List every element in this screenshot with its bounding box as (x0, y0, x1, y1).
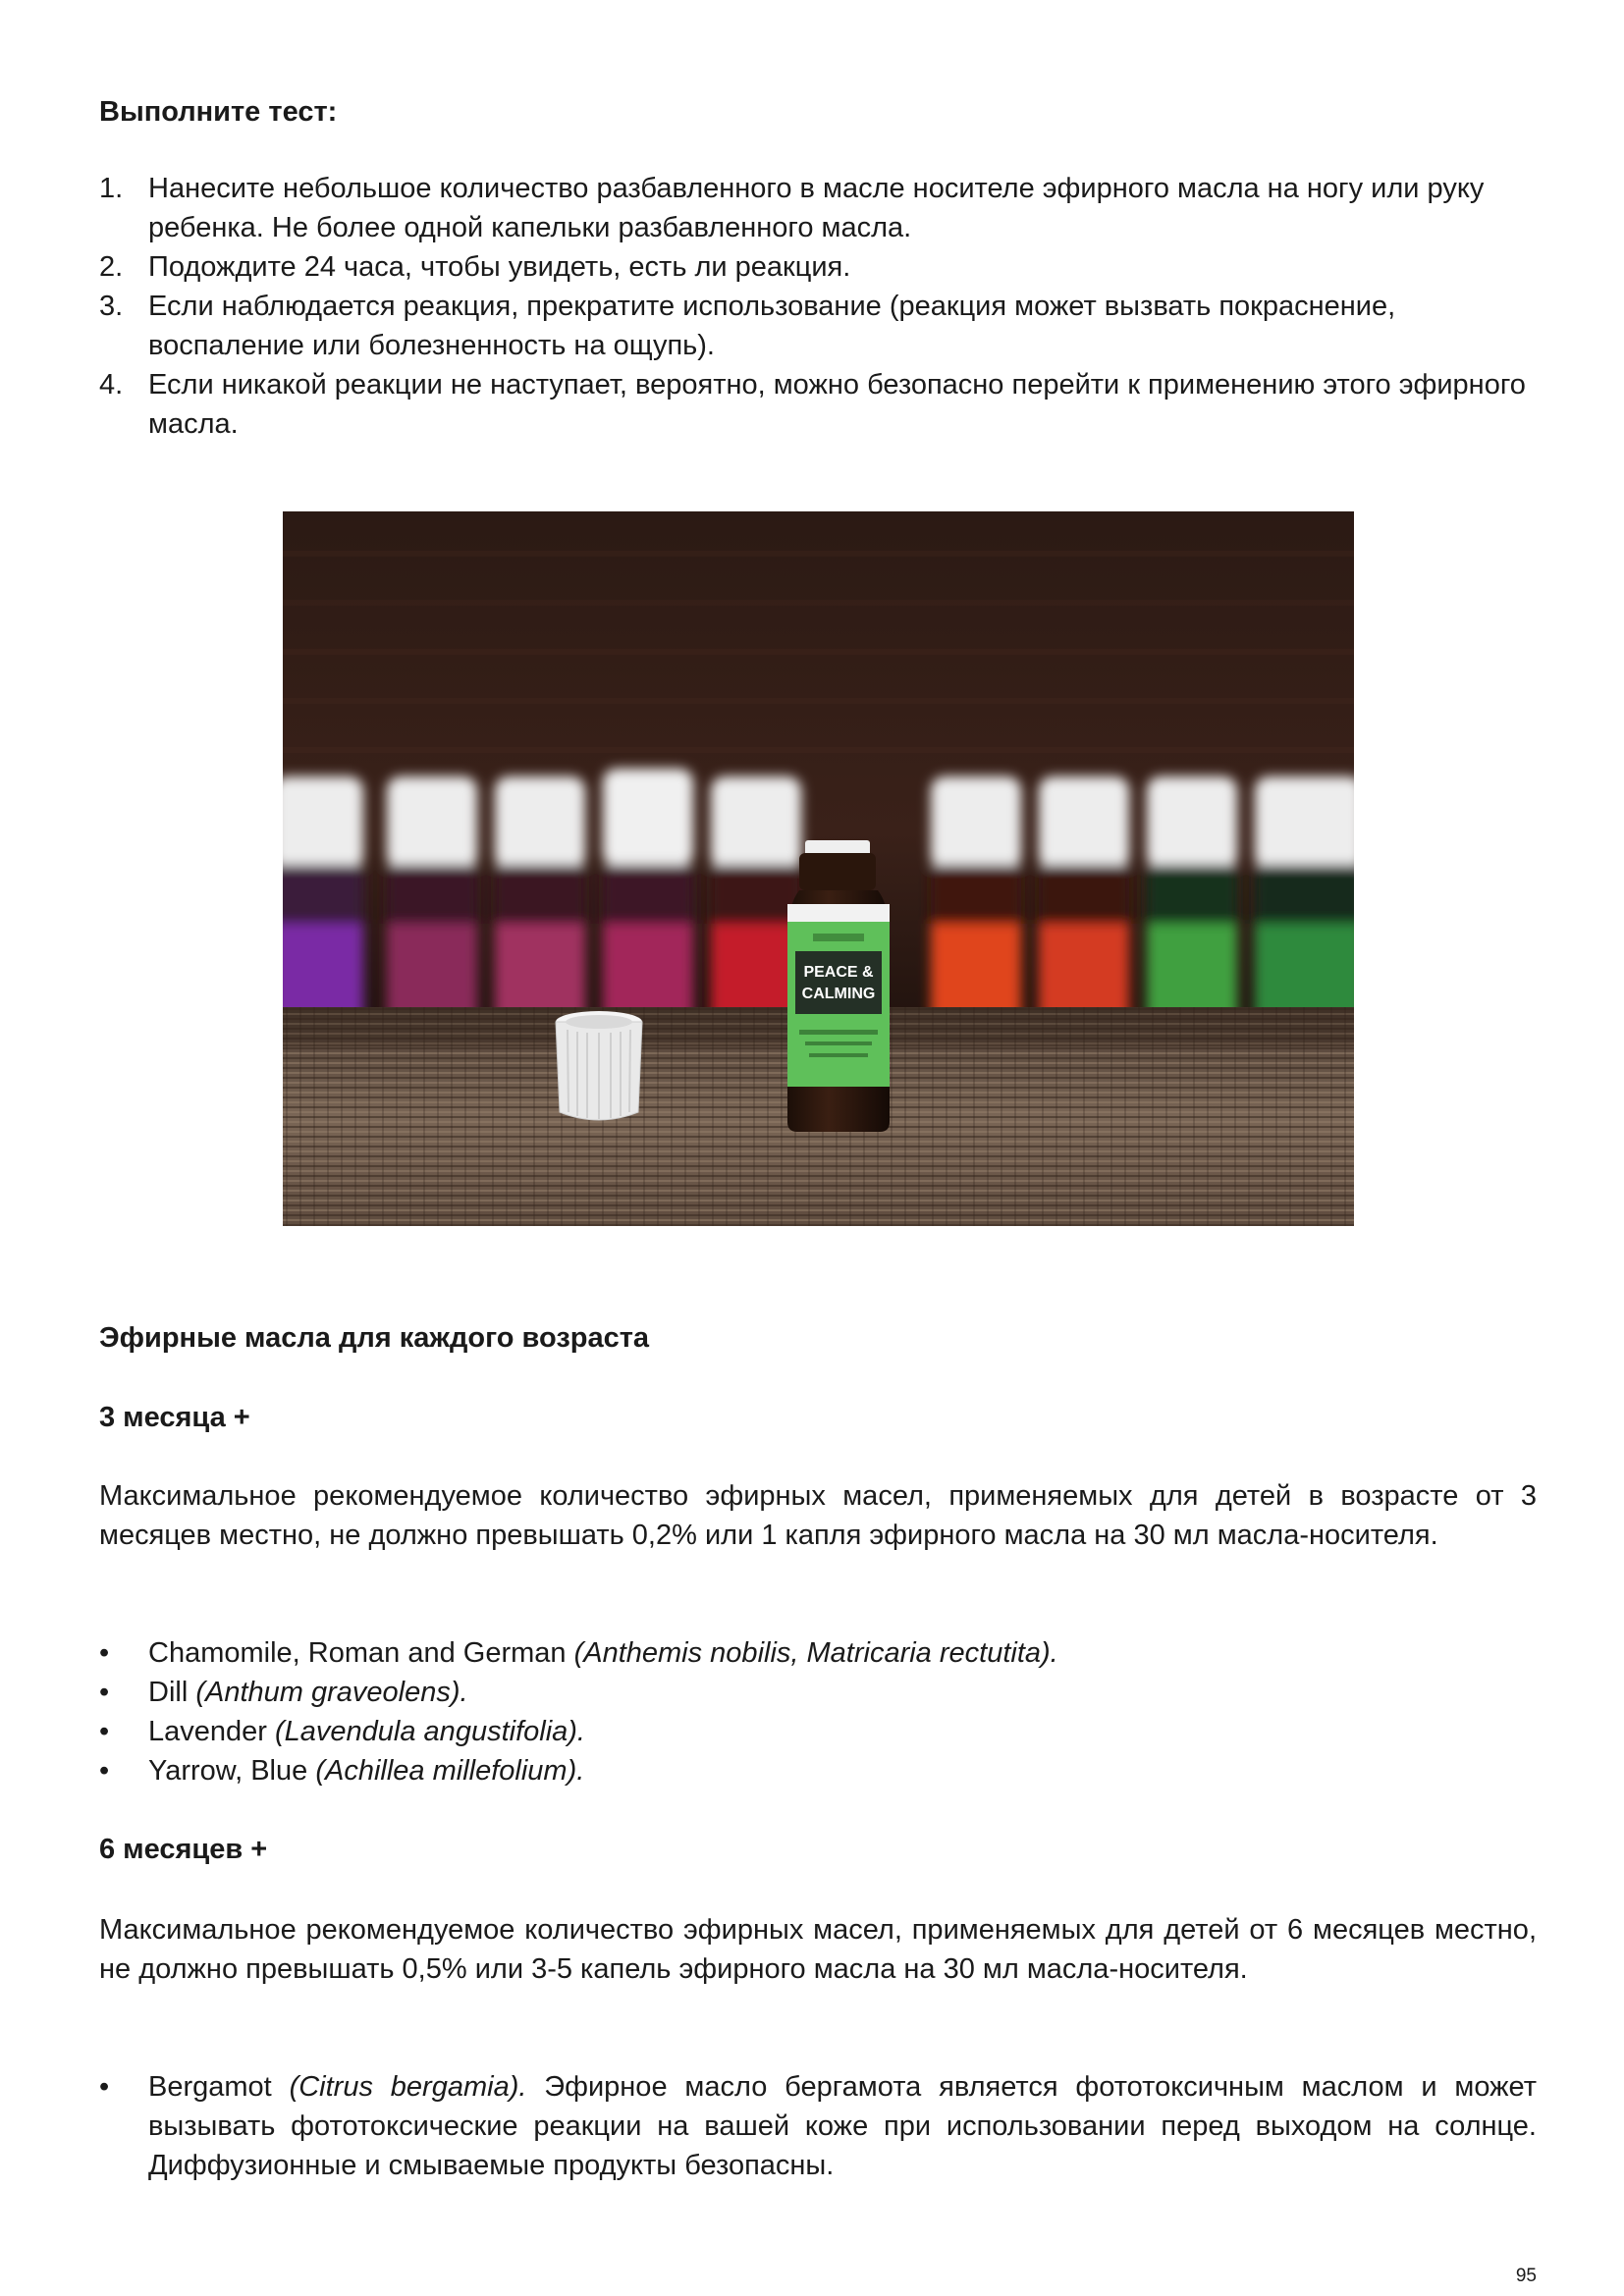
bottle-label-line2: CALMING (801, 986, 876, 1002)
test-step (99, 365, 1537, 444)
bottle-label-line1: PEACE & (803, 964, 874, 981)
six-months-oil-list (99, 2067, 1537, 2185)
bottle-cap (556, 1011, 642, 1120)
step-number: 4. (99, 369, 124, 400)
essential-oils-photo (283, 511, 1354, 1226)
bullet: • (99, 1677, 110, 1708)
three-months-paragraph: Максимальное рекомендуемое количество эфирных масел, применяемых для детей в возрасте от 3 месяцев местно, не должно превышать 0,2% или 1 капля эфирного масла на 30 мл масла-носителя. (99, 1480, 1537, 1551)
test-heading: Выполните тест: (99, 96, 338, 128)
bullet: • (99, 2071, 110, 2103)
step-text: Если наблюдается реакция, прекратите использование (реакция может вызвать покраснение, воспаление или болезненность на ощупь). (148, 291, 1396, 361)
step-text: Если никакой реакции не наступает, вероятно, можно безопасно перейти к применению этого эфирного масла. (148, 369, 1526, 440)
six-months-heading: 6 месяцев + (99, 1834, 268, 1865)
oil-name: Chamomile, Roman and German (148, 1637, 567, 1669)
list-item (99, 2067, 1537, 2185)
oil-name: Yarrow, Blue (148, 1755, 308, 1787)
oil-latin-name: (Anthemis nobilis, Matricaria rectutita). (573, 1637, 1058, 1669)
list-item (99, 1751, 1537, 1790)
oil-name: Dill (148, 1677, 189, 1708)
step-number: 3. (99, 291, 124, 322)
test-step (99, 169, 1537, 247)
oil-latin-name: (Anthum graveolens). (195, 1677, 468, 1708)
step-text: Подождите 24 часа, чтобы увидеть, есть ли реакция. (148, 251, 851, 283)
three-months-oil-list (99, 1633, 1537, 1790)
oil-latin-name: (Lavendula angustifolia). (275, 1716, 585, 1747)
test-steps-list (99, 169, 1537, 444)
test-step (99, 247, 1537, 287)
oil-latin-name: (Achillea millefolium). (315, 1755, 585, 1787)
oil-name: Lavender (148, 1716, 267, 1747)
page-number: 95 (1515, 2266, 1537, 2286)
peace-calming-bottle (787, 840, 890, 1132)
bullet: • (99, 1716, 110, 1747)
test-step (99, 287, 1537, 365)
six-months-paragraph: Максимальное рекомендуемое количество эфирных масел, применяемых для детей от 6 месяцев местно, не должно превышать 0,5% или 3-5 капель эфирного масла на 30 мл масла-носителя. (99, 1914, 1537, 1985)
three-months-heading: 3 месяца + (99, 1402, 250, 1433)
age-section-heading: Эфирные масла для каждого возраста (99, 1322, 650, 1354)
bullet: • (99, 1637, 110, 1669)
step-text: Нанесите небольшое количество разбавленного в масле носителе эфирного масла на ногу или руку ребенка. Не более одной капельки разбавленного масла. (148, 173, 1485, 243)
step-number: 2. (99, 251, 124, 283)
list-item (99, 1633, 1537, 1673)
step-number: 1. (99, 173, 124, 204)
oil-name: Bergamot (148, 2071, 272, 2103)
list-item (99, 1712, 1537, 1751)
oil-latin-name: (Citrus bergamia). (289, 2071, 527, 2103)
bullet: • (99, 1755, 110, 1787)
list-item (99, 1673, 1537, 1712)
oil-note: Эфирное масло бергамота является фототоксичным маслом и может вызывать фототоксические реакции на вашей коже при использовании перед выходом на солнце. Диффузионные и смываемые продукты безопасны. (148, 2071, 1538, 2181)
